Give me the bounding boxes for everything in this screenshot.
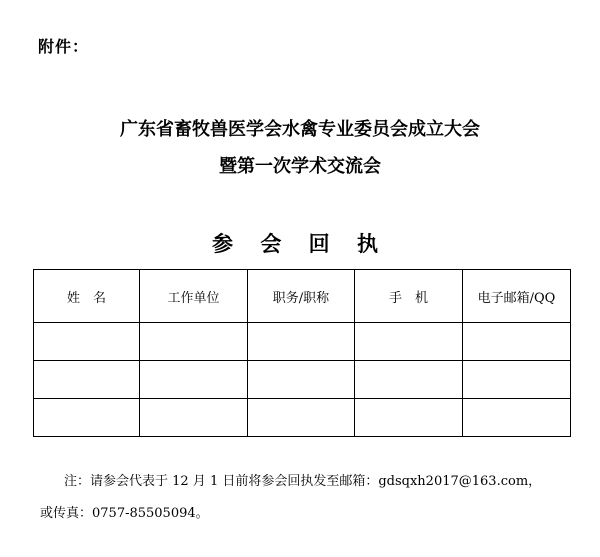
cell-name[interactable] <box>34 399 140 437</box>
header-email-qq: 电子邮箱/QQ <box>463 270 571 323</box>
header-name: 姓 名 <box>34 270 140 323</box>
fax-note: 或传真：0757-85505094。 <box>40 506 209 521</box>
form-heading: 参 会 回 执 <box>212 232 388 256</box>
registration-table <box>33 269 571 437</box>
submission-note: 注：请参会代表于 12 月 1 日前将参会回执发至邮箱：gdsqxh2017@163.com， <box>64 474 542 489</box>
table-row <box>34 361 571 399</box>
cell-work-unit[interactable] <box>140 361 248 399</box>
cell-name[interactable] <box>34 361 140 399</box>
cell-email-qq[interactable] <box>463 361 571 399</box>
cell-email-qq[interactable] <box>463 399 571 437</box>
table-row <box>34 323 571 361</box>
table-row <box>34 399 571 437</box>
document-title-line2: 暨第一次学术交流会 <box>219 156 381 177</box>
attachment-label: 附件： <box>38 37 90 56</box>
cell-work-unit[interactable] <box>140 399 248 437</box>
cell-work-unit[interactable] <box>140 323 248 361</box>
cell-name[interactable] <box>34 323 140 361</box>
cell-position-title[interactable] <box>248 361 355 399</box>
header-work-unit: 工作单位 <box>140 270 248 323</box>
document-title-line1: 广东省畜牧兽医学会水禽专业委员会成立大会 <box>120 119 480 140</box>
cell-position-title[interactable] <box>248 323 355 361</box>
header-position-title: 职务/职称 <box>248 270 355 323</box>
cell-position-title[interactable] <box>248 399 355 437</box>
cell-mobile[interactable] <box>355 399 463 437</box>
cell-mobile[interactable] <box>355 323 463 361</box>
cell-mobile[interactable] <box>355 361 463 399</box>
header-mobile: 手 机 <box>355 270 463 323</box>
cell-email-qq[interactable] <box>463 323 571 361</box>
table-header-row <box>34 270 571 323</box>
